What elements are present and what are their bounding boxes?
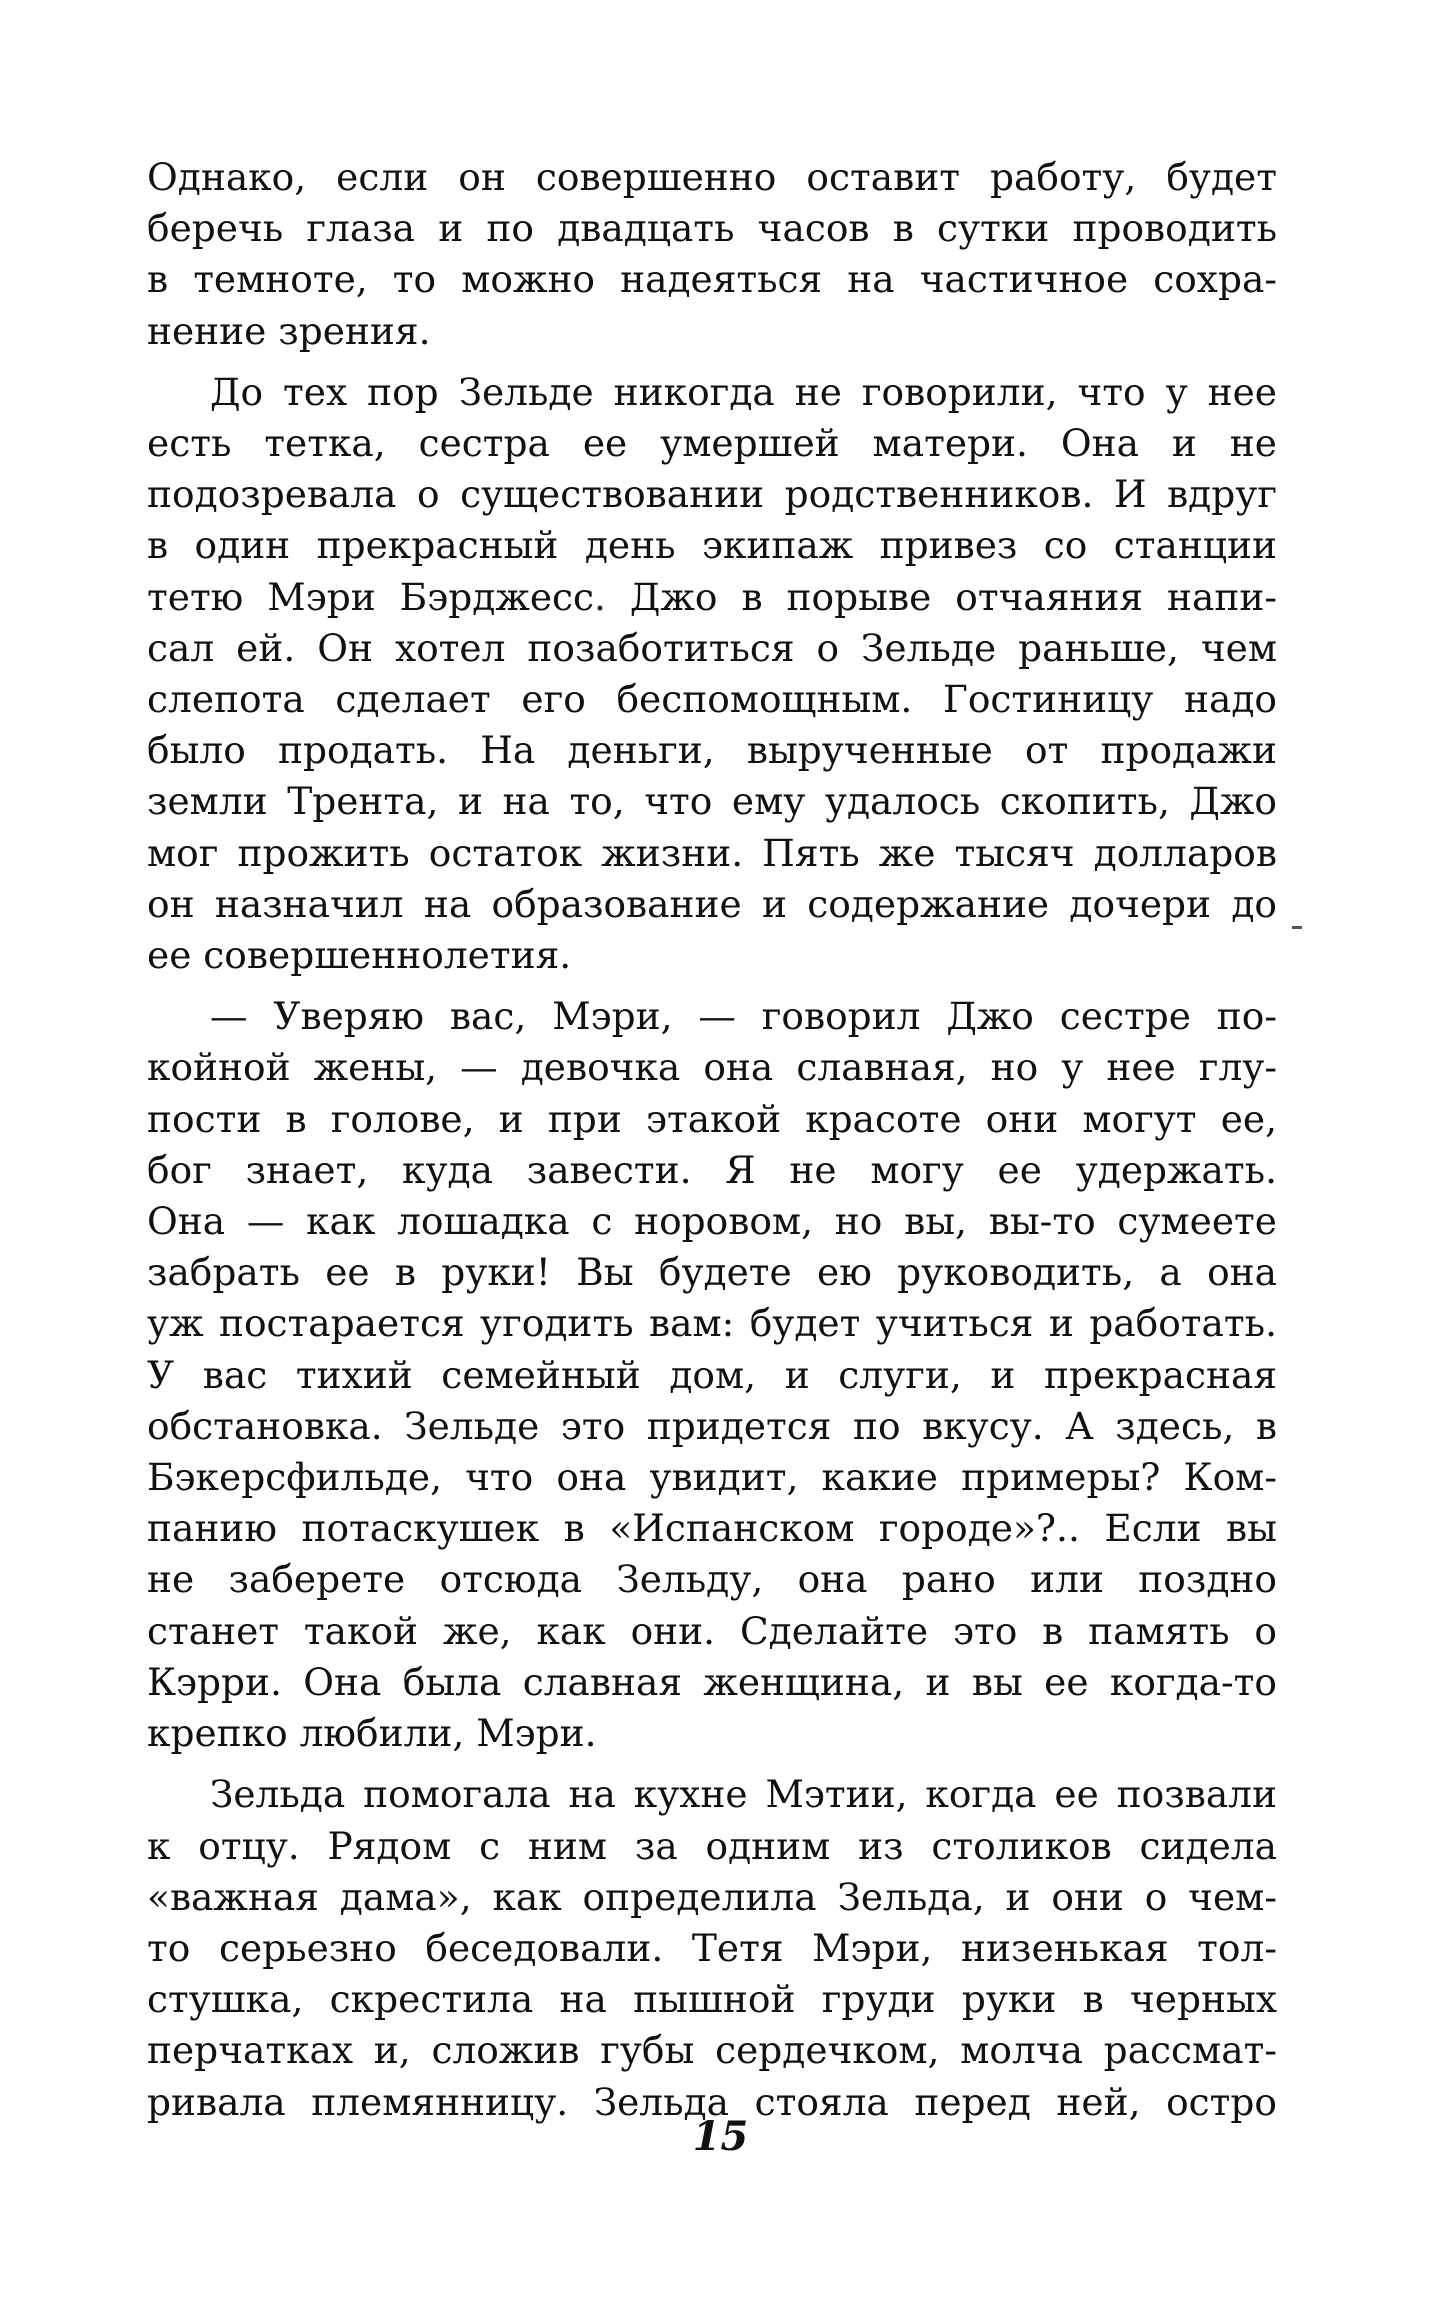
text-line: крепко любили, Мэри. — [147, 1711, 597, 1756]
paragraph-4 — [147, 1769, 1277, 2127]
text-line: обстановка. Зельде это придется по вкусу. А здесь, в — [147, 1403, 1277, 1448]
text-line: До тех пор Зельде никогда не говорили, что у нее — [210, 369, 1277, 414]
text-line: уж постарается угодить вам: будет учиться и работать. — [147, 1301, 1277, 1346]
text-line: беречь глаза и по двадцать часов в сутки проводить — [147, 206, 1277, 251]
page-number: 15 — [692, 2113, 749, 2160]
text-line: подозревала о существовании родственников. И вдруг — [147, 472, 1277, 517]
text-line: то серьезно беседовали. Тетя Мэри, низенькая тол- — [147, 1925, 1277, 1970]
text-line: Она — как лошадка с норовом, но вы, вы-то сумеете — [147, 1199, 1277, 1244]
text-line: станет такой же, как они. Сделайте это в память о — [147, 1608, 1277, 1653]
paragraph-3 — [147, 991, 1277, 1759]
text-line: он назначил на образование и содержание дочери до — [147, 881, 1277, 926]
text-line: сал ей. Он хотел позаботиться о Зельде раньше, чем — [147, 625, 1277, 670]
text-line: перчатках и, сложив губы сердечком, молча рассмат- — [147, 2028, 1277, 2073]
text-line: нение зрения. — [147, 308, 431, 353]
text-line: бог знает, куда завести. Я не могу ее удержать. — [147, 1147, 1277, 1192]
text-line: есть тетка, сестра ее умершей матери. Она и не — [147, 421, 1277, 466]
text-line: ее совершеннолетия. — [147, 933, 572, 978]
body-text — [147, 152, 1277, 2138]
text-line: слепота сделает его беспомощным. Гостиницу надо — [147, 677, 1277, 722]
text-line: Кэрри. Она была славная женщина, и вы ее когда-то — [147, 1659, 1277, 1704]
text-line: в один прекрасный день экипаж привез со станции — [147, 523, 1277, 568]
text-line: в темноте, то можно надеяться на частичное сохра- — [147, 257, 1277, 302]
text-line: Зельда помогала на кухне Мэтии, когда ее позвали — [210, 1772, 1277, 1817]
text-line: Бэкерсфильде, что она увидит, какие примеры? Ком- — [147, 1455, 1277, 1500]
text-line: земли Трента, и на то, что ему удалось скопить, Джо — [147, 779, 1277, 824]
paragraph-2 — [147, 367, 1277, 981]
margin-mark — [1292, 926, 1302, 929]
text-line: панию потаскушек в «Испанском городе»?.. Если вы — [147, 1506, 1277, 1551]
text-line: «важная дама», как определила Зельда, и они о чем- — [147, 1874, 1277, 1919]
text-line: Однако, если он совершенно оставит работу, будет — [147, 155, 1277, 199]
text-line: к отцу. Рядом с ним за одним из столиков сидела — [147, 1823, 1277, 1868]
text-line: ривала племянницу. Зельда стояла перед ней, остро — [147, 2079, 1277, 2124]
text-line: койной жены, — девочка она славная, но у нее глу- — [147, 1045, 1277, 1090]
text-line: тетю Мэри Бэрджесс. Джо в порыве отчаяния напи- — [147, 574, 1277, 619]
text-line: пости в голове, и при этакой красоте они могут ее, — [147, 1096, 1277, 1141]
text-line: было продать. На деньги, вырученные от продажи — [147, 728, 1277, 773]
text-line: не заберете отсюда Зельду, она рано или поздно — [147, 1557, 1277, 1602]
text-line: мог прожить остаток жизни. Пять же тысяч долларов — [147, 830, 1277, 875]
text-line: — Уверяю вас, Мэри, — говорил Джо сестре по- — [210, 994, 1277, 1039]
text-line: стушка, скрестила на пышной груди руки в черных — [147, 1977, 1277, 2022]
paragraph-1 — [147, 152, 1277, 357]
text-line: У вас тихий семейный дом, и слуги, и прекрасная — [147, 1352, 1277, 1397]
text-line: забрать ее в руки! Вы будете ею руководить, а она — [147, 1250, 1277, 1295]
